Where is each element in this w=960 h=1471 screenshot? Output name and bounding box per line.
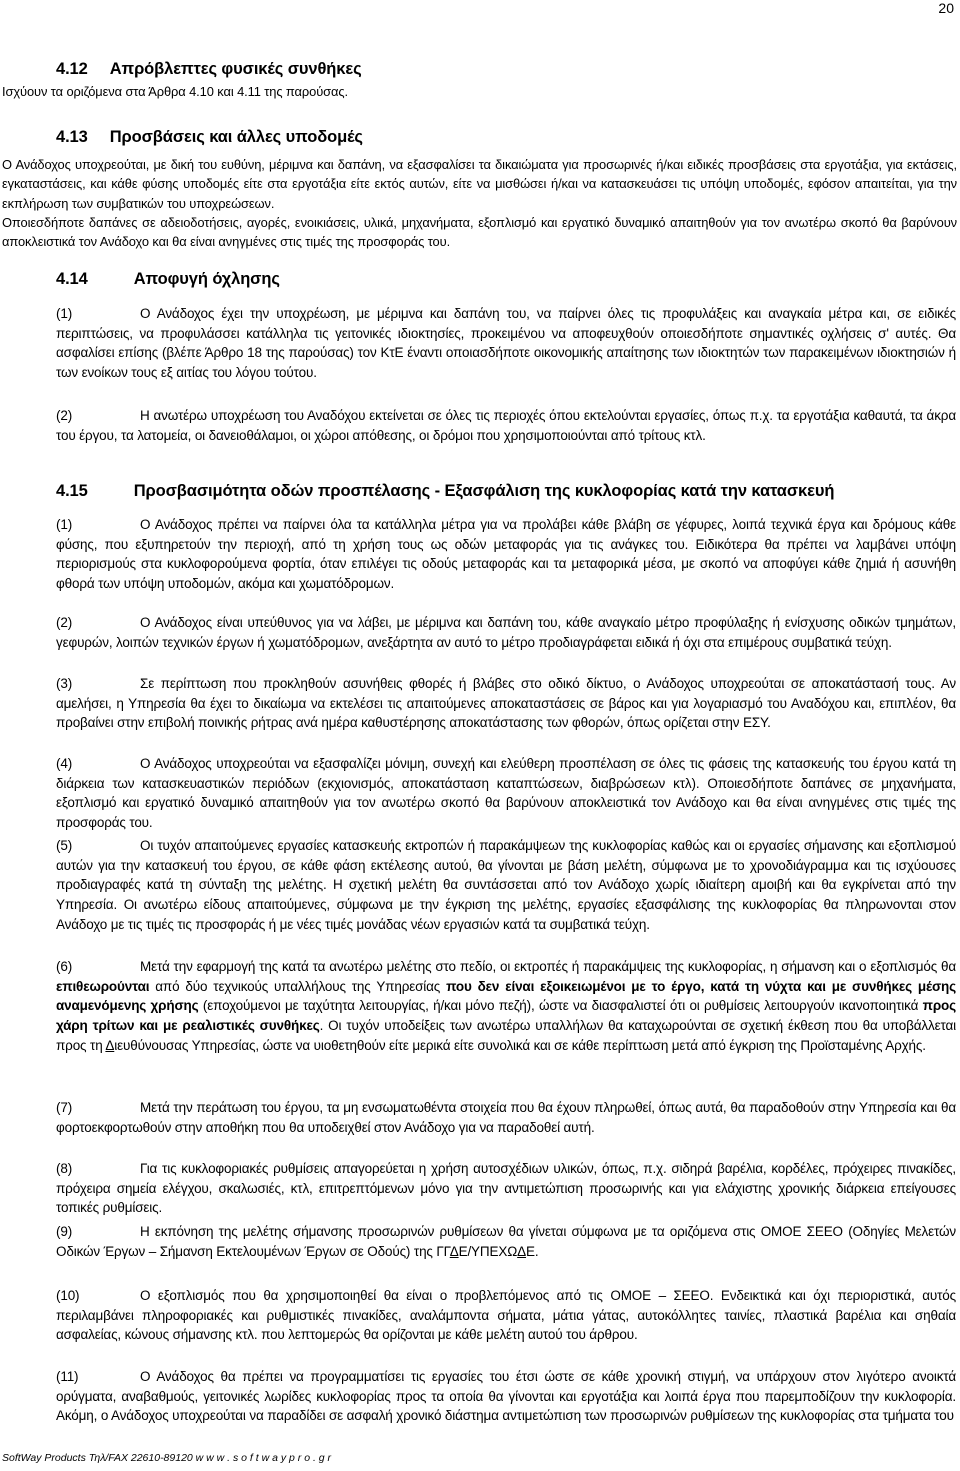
section-number: 4.14 [56, 270, 88, 288]
underlined-letter: Δ [449, 1243, 459, 1259]
numbered-paragraph [56, 836, 956, 935]
paragraph-text: Ο Ανάδοχος έχει την υποχρέωση, με μέριμνα και δαπάνη του, να παίρνει όλες τις προφυλάξεις και αναγκαία μέτρα και, σε ειδικές περιπτώσεις, να προφυλάσσει κατάλληλα τις γειτονικές ιδιοκτησίες, προκειμένου να αποφευχθούν οποιεσδήποτε σημαντικές οχλήσεις σ' αυτές. Θα ασφαλίσει επίσης (βλέπε Άρθρο 18 της παρούσας) τον ΚτΕ έναντι οποιασδήποτε οικονομικής απαίτησης των ιδιοκτητών των παρακειμένων ιδιοκτησιών ή των ενοίκων τους εξ αιτίας του λόγου τούτου. [56, 306, 956, 381]
numbered-paragraph [56, 515, 956, 594]
page-number: 20 [938, 0, 954, 16]
paragraph-text: από δύο τεχνικούς υπαλλήλους της Υπηρεσίας [149, 978, 447, 994]
paragraph-number: (10) [56, 1288, 80, 1303]
numbered-paragraph [56, 304, 956, 383]
paragraph-text: Μετά την περάτωση του έργου, τα μη ενσωματωθέντα στοιχεία που θα έχουν πληρωθεί, όπως αυτά, θα παραδοθούν στην Υπηρεσία και θα φορτοεκφορτωθούν στην αποθήκη που θα υποδειχθεί στον Ανάδοχο για να παραδοθεί αυτή. [56, 1100, 956, 1135]
paragraph-text: Ο Ανάδοχος είναι υπεύθυνος για να λάβει, με μέριμνα και δαπάνη του, κάθε αναγκαίο μέτρο προφύλαξης ή ενίσχυσης οδικών τμημάτων, γεφυρών, λοιπών τεχνικών έργων ή χωματόδρομων, ανεξάρτητα αν αυτό το μέτρο προδιαγράφεται ειδικά ή όχι στα επιμέρους συμβατικά τεύχη. [56, 615, 956, 650]
paragraph-number: (8) [56, 1161, 73, 1176]
underlined-letter: Δ [105, 1037, 115, 1053]
emphasis-text: προς χάρη τρίτων και με ρεαλιστικές συνθήκες [56, 998, 956, 1034]
section-title: Απρόβλεπτες φυσικές συνθήκες [109, 60, 362, 78]
paragraph-text: ιευθύνουσας Υπηρεσίας, ώστε να υιοθετηθούν είτε μερικά είτε συνολικά και σε κάθε περίπτωση μετά από έγκριση της Προϊσταμένης Αρχής. [114, 1037, 926, 1053]
section-heading-4-15 [56, 482, 834, 501]
paragraph-text: . Οι τυχόν υποδείξεις των ανωτέρω υπαλλήλων θα καταχωρούνται σε σχετική έκθεση που θα υποβάλλεται προς τη [56, 1018, 956, 1053]
paragraph-text: Ο Ανάδοχος θα πρέπει να προγραμματίσει τις εργασίες του έτσι ώστε σε κάθε χρονική στιγμή, να υπάρχουν στον λιγότερο ανοικτά ορύγματα, αναβαθμούς, γειτονικές λωρίδες κυκλοφορίας προς τα οποία θα γίνονται και εργοτάξια και λοιπά έργα που παρεμποδίζουν την κυκλοφορία. Ακόμη, ο Ανάδοχος υποχρεούται να παραδίδει σε ασφαλή χρονικό διάστημα αντιμετώπιση των προσωρινών ρυθμίσεων της κυκλοφορίας στα τμήματα του [56, 1369, 956, 1424]
section-number: 4.15 [56, 482, 88, 500]
paragraph-text: Για τις κυκλοφοριακές ρυθμίσεις απαγορεύεται η χρήση αυτοσχέδιων υλικών, όπως, π.χ. σιδηρά βαρέλια, κορδέλες, πρόχειρες πινακίδες, πρόχειρα σημεία ελέγχου, σκαλωσιές, κτλ, επιτρεπτόμενων μόνο για την αντιμετώπιση προσωρινής και για ελάχιστης χρονικής διάρκεια επείγουσες τοπικές ρυθμίσεις. [56, 1161, 956, 1216]
paragraph-text: Η εκπόνηση της μελέτης σήμανσης προσωρινών ρυθμίσεων θα γίνεται σύμφωνα με τα οριζόμενα στις ΟΜΟΕ ΣΕΕΟ (Οδηγίες Μελετών Οδικών Έργων – Σήμανση Εκτελουμένων Έργων σε Οδούς) της ΓΓ [56, 1224, 956, 1259]
paragraph-number: (4) [56, 756, 73, 771]
numbered-paragraph [56, 1222, 956, 1261]
paragraph-number: (3) [56, 676, 73, 691]
emphasis-text: που δεν είναι εξοικειωμένοι με το έργο, κατά τη νύχτα και με συνθήκες μέσης αναμενόμενης χρήσης [56, 978, 956, 1014]
paragraph-text: Ε. [526, 1243, 539, 1259]
paragraph-text: Ε/ΥΠΕΧΩ [458, 1243, 518, 1259]
paragraph-number: (5) [56, 838, 73, 853]
paragraph-text: Ο Ανάδοχος πρέπει να παίρνει όλα τα κατάλληλα μέτρα για να προλάβει κάθε βλάβη σε γέφυρες, λοιπά τεχνικά έργα και δρόμους κάθε φύσης, που εξυπηρετούν την περιοχή, από τη χρήση τους ως οδών μεταφοράς για τις ανάγκες του. Ειδικότερα θα πρέπει να λαμβάνει υπόψη περιορισμούς στα κυκλοφορούμενα φορτία, όταν επιλέγει τις οδούς μεταφοράς και τα μεταφορικά μέσα, με σκοπό να αποφύγει κάθε ζημιά ή ασυνήθη φθορά των υπόψη υποδομών, ακόμα και χωματόδρομων. [56, 517, 956, 592]
paragraph-number: (7) [56, 1100, 73, 1115]
section-number: 4.12 [56, 60, 88, 78]
numbered-paragraph [56, 1098, 956, 1137]
section-heading-4-14 [56, 270, 280, 289]
paragraph-number: (6) [56, 959, 73, 974]
paragraph: Ο Ανάδοχος υποχρεούται, με δική του ευθύνη, μέριμνα και δαπάνη, να εξασφαλίσει τα δικαιώματα για προσωρινές ή/και ειδικές προσβάσεις στα εργοτάξια, για εκτάσεις, εγκαταστάσεις, και κάθε φύσης υποδομές είτε στα εργοτάξια είτε εκτός αυτών, είτε να μισθώσει ή/και να κατασκευάσει τις υπόψη υποδομές, εφόσον απαιτείται, για την εκπλήρωση των συμβατικών του υποχρεώσεων. [2, 157, 957, 211]
paragraph-number: (2) [56, 615, 73, 630]
section-title: Αποφυγή όχλησης [133, 270, 280, 288]
numbered-paragraph [56, 1367, 956, 1449]
numbered-paragraph [56, 406, 956, 445]
paragraph-number: (1) [56, 517, 73, 532]
underlined-letter: Δ [517, 1243, 527, 1259]
paragraph-text: Ο Ανάδοχος υποχρεούται να εξασφαλίζει μόνιμη, συνεχή και ελεύθερη προσπέλαση σε όλες τις φάσεις της κατασκευής του έργου κατά τη διάρκεια των κατασκευαστικών περιόδων (εκχιονισμός, αποκατάσταση καταπτώσεων, διαβρώσεων κτλ). Οποιεσδήποτε δαπάνες σε μηχανήματα, εξοπλισμό και εργατικό δυναμικό απαιτηθούν για τον ανωτέρω σκοπό θα βαρύνουν αποκλειστικά τον Ανάδοχο και θα είναι ανηγμένες στις τιμές της προσφοράς του. [56, 756, 956, 831]
emphasis-text: επιθεωρούνται [56, 978, 150, 994]
numbered-paragraph [56, 1286, 956, 1345]
section-heading-4-13 [56, 128, 363, 147]
numbered-paragraph [56, 674, 956, 733]
section-title: Προσβασιμότητα οδών προσπέλασης - Εξασφάλιση της κυκλοφορίας κατά την κατασκευή [133, 482, 835, 500]
numbered-paragraph [56, 1159, 956, 1218]
numbered-paragraph [56, 957, 956, 1056]
section-title: Προσβάσεις και άλλες υποδομές [109, 128, 363, 146]
paragraph-number: (1) [56, 306, 73, 321]
paragraph-text: Η ανωτέρω υποχρέωση του Αναδόχου εκτείνεται σε όλες τις περιοχές όπου εκτελούνται εργασίες, όπως π.χ. τα εργοτάξια καθαυτά, τα άκρα του έργου, τα λατομεία, οι δανειοθάλαμοι, οι χώροι απόθεσης, οι δρόμοι που χρησιμοποιούνται από τρίτους κτλ. [56, 408, 956, 443]
paragraph: Ισχύουν τα οριζόμενα στα Άρθρα 4.10 και 4.11 της παρούσας. [2, 84, 348, 99]
paragraph-text: Ο εξοπλισμός που θα χρησιμοποιηθεί θα είναι ο προβλεπόμενος από τις ΟΜΟΕ – ΣΕΕΟ. Ενδεικτικά και όχι περιοριστικά, αυτός περιλαμβάνει πληροφοριακές και ρυθμιστικές πινακίδες, αναλάμποντα σήματα, μάτια γάτας, αυτοκόλλητες ταινίες, πλαστικά βαρέλια και σηθαία ασφαλείας, κώνους σήμανσης κτλ. που λεπτομερώς θα ορίζονται με κάθε μελέτη αυτού του άρθρου. [56, 1288, 956, 1343]
numbered-paragraph [56, 754, 956, 833]
page-footer: SoftWay Products Τηλ/FAX 22610-89120 w w w . s o f t w a y p r o . g r [2, 1452, 332, 1464]
paragraph-text: (εποχούμενοι με ταχύτητα λειτουργίας, ή/και μόνο πεζή), ώστε να διασφαλιστεί ότι οι ρυθμίσεις λειτουργούν ικανοποιητικά [198, 998, 923, 1014]
paragraph: Οποιεσδήποτε δαπάνες σε αδειοδοτήσεις, αγορές, ενοικιάσεις, υλικά, μηχανήματα, εξοπλισμό και εργατικό δυναμικό απαιτηθούν για τον ανωτέρω σκοπό θα βαρύνουν αποκλειστικά τον Ανάδοχο και θα είναι ανηγμένες στις τιμές της προσφοράς του. [2, 215, 957, 250]
numbered-paragraph [56, 613, 956, 652]
section-heading-4-12 [56, 60, 362, 79]
section-number: 4.13 [56, 128, 88, 146]
paragraph-text: Μετά την εφαρμογή της κατά τα ανωτέρω μελέτης στο πεδίο, οι εκτροπές ή παρακάμψεις της κυκλοφορίας, η σήμανση και ο εξοπλισμός θα [140, 959, 956, 974]
paragraph-number: (11) [56, 1369, 79, 1384]
paragraph-number: (9) [56, 1224, 73, 1239]
paragraph-text: Οι τυχόν απαιτούμενες εργασίες κατασκευής εκτροπών ή παρακάμψεων της κυκλοφορίας καθώς και οι εργασίες σήμανσης και εξοπλισμού αυτών για την κατασκευή του έργου, σε κάθε φάση εκτέλεσης αυτού, θα γίνονται με βάση μελέτη, σύμφωνα με το χρονοδιάγραμμα και τις ισχύουσες προδιαγραφές κατά τη σύνταξη της μελέτης. Η σχετική μελέτη θα συντάσσεται από τον Ανάδοχο χωρίς ιδιαίτερη αμοιβή και θα εγκρίνεται από την Υπηρεσία. Οι ανωτέρω είδους απαιτούμενες, σύμφωνα με την έγκριση της μελέτης, εργασίες εξασφάλισης της κυκλοφορίας θα πληρωνονται στον Ανάδοχο με τις τιμές τις προσφοράς ή με νέες τιμές μονάδας νέων εργασιών κατά τα συμβατικά τεύχη. [56, 838, 956, 932]
paragraph-text: Σε περίπτωση που προκληθούν ασυνήθεις φθορές ή βλάβες στο οδικό δίκτυο, ο Ανάδοχος υποχρεούται σε αποκατάστασή τους. Αν αμελήσει, η Υπηρεσία θα έχει το δικαίωμα να εκτελέσει τις απαιτούμενες αποκαταστάσεις σε βάρος και για λογαριασμό του Αναδόχου και, επιπλέον, θα προβαίνει στην επιβολή ποινικής ρήτρας ανά ημέρα καθυστέρησης αποκατάστασης των φθορών, όπως ορίζεται στην ΕΣΥ. [56, 676, 956, 731]
paragraph-number: (2) [56, 408, 73, 423]
